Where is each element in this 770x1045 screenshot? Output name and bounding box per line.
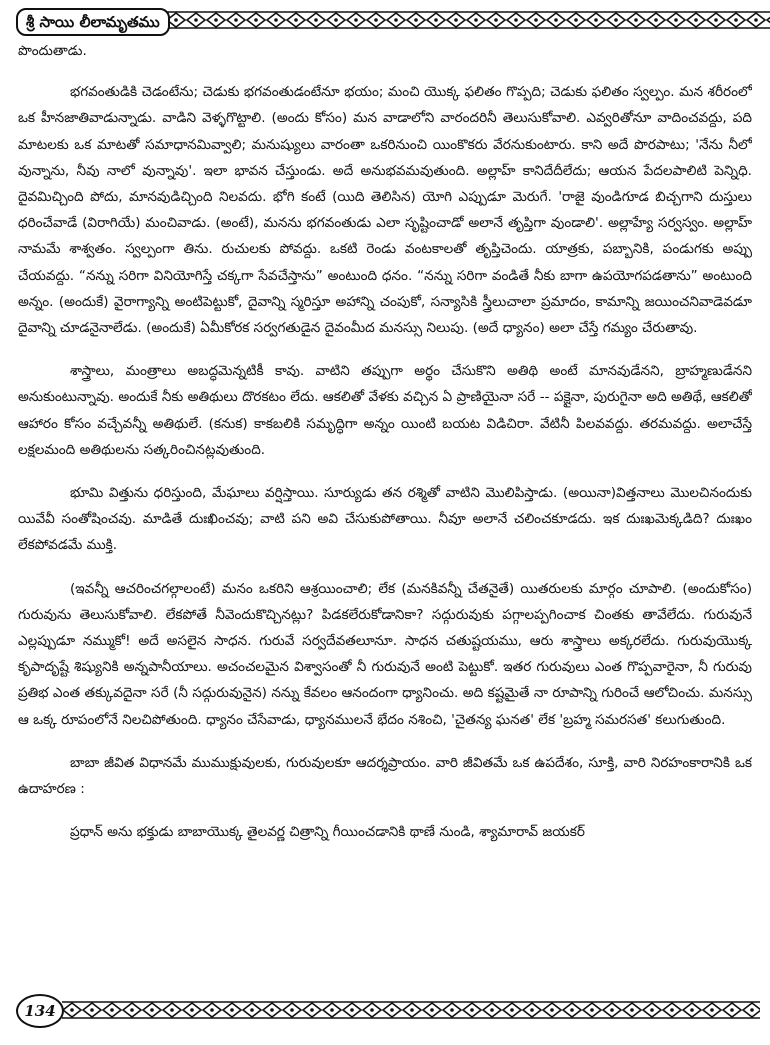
paragraph: భగవంతుడికి చెడంటేను; చెడుకు భగవంతుడంటేనూ భయం; మంచి యొక్క ఫలితం గొప్పది; చెడుకు ఫలితం స్వల్పం. మన శరీరంలో ఒక హీనజాతివాడున్నాడు. వాడిని వెళ్ళగొట్టాలి. (అందు కోసం) మన వాడాలోని వారందరినీ తెలుసుకోవాలి. ఎవ్వరితోనూ వాదించవద్దు, పది మాటలకు ఒక మాటతో సమాధానమివ్వాలి; మనుష్యులు వారంతా ఒకరినుంచి యింకొకరు వేరనుకుంటారు. కాని అదే పొరపాటు; 'నేను నీలో వున్నాను, నీవు నాలో వున్నావు'. ఇలా భావన చేస్తుండు. అదే అనుభవమవుతుంది. అల్లాహ్ కానిదేదీలేదు; ఆయన పేదలపాలిటి పెన్నిధి. దైవమిచ్చింది పోదు, మానవుడిచ్చింది నిలవదు. భోగి కంటే (యిది తెలిసిన) యోగి ఎప్పుడూ మెరుగే. 'రాజై వుండిగూడ బిచ్చగాని దుస్తులు ధరించేవాడే (విరాగియే) మంచివాడు. (అంటే), మనను భగవంతుడు ఎలా సృష్టించాడో అలానే తృప్తిగా వుండాలి'. అల్లాహ్యే సర్వస్వం. అల్లాహ్ నామమే శాశ్వతం. స్వల్పంగా తిను. రుచులకు పోవద్దు. ఒకటి రెండు వంటకాలతో తృప్తిచెందు. యాత్రకు, పబ్బానికి, పండుగకు అప్పు చేయవద్దు. “నన్ను సరిగా వినియోగిస్తే చక్కగా సేవచేస్తాను” అంటుంది ధనం. “నన్ను సరిగా వండితే నీకు బాగా ఉపయోగపడతాను” అంటుంది అన్నం. (అందుకే) వైరాగ్యాన్ని అంటిపెట్టుకో, దైవాన్ని స్మరిస్తూ అహాన్ని చంపుకో, సన్యాసికి స్త్రీలుచాలా ప్రమాదం, కామాన్ని జయించనివాడెవడూ దైవాన్ని చూడనైనాలేడు. (అందుకే) ఏమీకోరక సర్వగతుడైన దైవంమీద మనస్సు నిలుపు. (అదే ధ్యానం) అలా చేస్తే గమ్యం చేరుతావు.	[18, 84, 752, 337]
page-footer	[16, 990, 760, 1040]
page-number: 134	[16, 994, 64, 1028]
paragraph: భూమి విత్తును ధరిస్తుంది, మేఘాలు వర్షిస్తాయి. సూర్యుడు తన రశ్మితో వాటిని మొలిపిస్తాడు. (అయినా)విత్తనాలు మొలచినందుకు యివేవీ సంతోషించవు. మాడితే దుఃఖించవు; వాటి పని అవి చేసుకుపోతాయి. నీవూ అలానే చలించకూడదు. ఇక దుఃఖమెక్కడిది? దుఃఖం లేకపోవడమే ముక్తి.	[18, 485, 752, 554]
decorative-border-bottom	[62, 1000, 760, 1020]
decorative-border-top	[166, 10, 770, 30]
paragraph: ప్రధాన్ అను భక్తుడు బాబాయొక్క తైలవర్ణ చిత్రాన్ని గీయించడానికి థాణే నుండి, శ్యామారావ్ జయకర్	[70, 824, 585, 841]
running-title: శ్రీ సాయి లీలామృతము	[16, 8, 170, 36]
paragraph-continuation: పొందుతాడు.	[18, 43, 87, 59]
paragraph: శాస్త్రాలు, మంత్రాలు అబద్ధమెన్నటికీ కావు. వాటిని తప్పుగా అర్థం చేసుకొని అతిథి అంటే మానవుడేనని, బ్రాహ్మణుడేనని అనుకుంటున్నావు. అందుకే నీకు అతిథులు దొరకటం లేదు. ఆకలితో వేళకు వచ్చిన ఏ ప్రాణియైనా సరే -- పక్షైనా, పురుగైనా అది అతిథే, ఆకలితో ఆహారం కోసం వచ్చేవన్నీ అతిథులే. (కనుక) కాకబలికి సమృద్ధిగా అన్నం యింటి బయట విడిచిరా. వేటినీ పిలవవద్దు. తరమవద్దు. అలాచేస్తే లక్షలమంది అతిథులను సత్కరించినట్లవుతుంది.	[18, 363, 752, 458]
page-header	[16, 6, 760, 36]
page-body	[18, 38, 752, 988]
paragraph: (ఇవన్నీ ఆచరించగల్గాలంటే) మనం ఒకరిని ఆశ్రయించాలి; లేక (మనకివన్నీ చేతనైతే) యితరులకు మార్గం చూపాలి. (అందుకోసం) గురువును తెలుసుకోవాలి. లేకపోతే నీవెందుకొచ్చినట్లు? పిడకలేరుకోడానికా? సద్గురువుకు పగ్గాలప్పగించాక చింతకు తావేలేదు. గురువునే ఎల్లప్పుడూ నమ్ముకో! అదే అసలైన సాధన. గురువే సర్వదేవతలూనూ. సాధన చతుష్టయము, ఆరు శాస్త్రాలు అక్కరలేదు. గురువుయొక్క కృపాదృష్టే శిష్యునికి అన్నపానీయాలు. అచంచలమైన విశ్వాసంతో నీ గురువునే అంటి పెట్టుకో. ఇతర గురువులు ఎంత గొప్పవారైనా, నీ గురువు ప్రతిభ ఎంత తక్కువదైనా సరే (నీ సద్గురువునైన) నన్ను కేవలం ఆనందంగా ధ్యానించు. అది కష్టమైతే నా రూపాన్ని గురించే ఆలోచించు. మనస్సు ఆ ఒక్క రూపంలోనే నిలచిపోతుంది. ధ్యానం చేసేవాడు, ధ్యానములనే భేదం నశించి, 'చైతన్య ఘనత' లేక 'బ్రహ్మ సమరసత' కలుగుతుంది.	[18, 580, 752, 728]
paragraph: బాబా జీవిత విధానమే ముముక్షువులకు, గురువులకూ ఆదర్శప్రాయం. వారి జీవితమే ఒక ఉపదేశం, సూక్తి, వారి నిరహంకారానికి ఒక ఉదాహరణ :	[18, 754, 752, 798]
